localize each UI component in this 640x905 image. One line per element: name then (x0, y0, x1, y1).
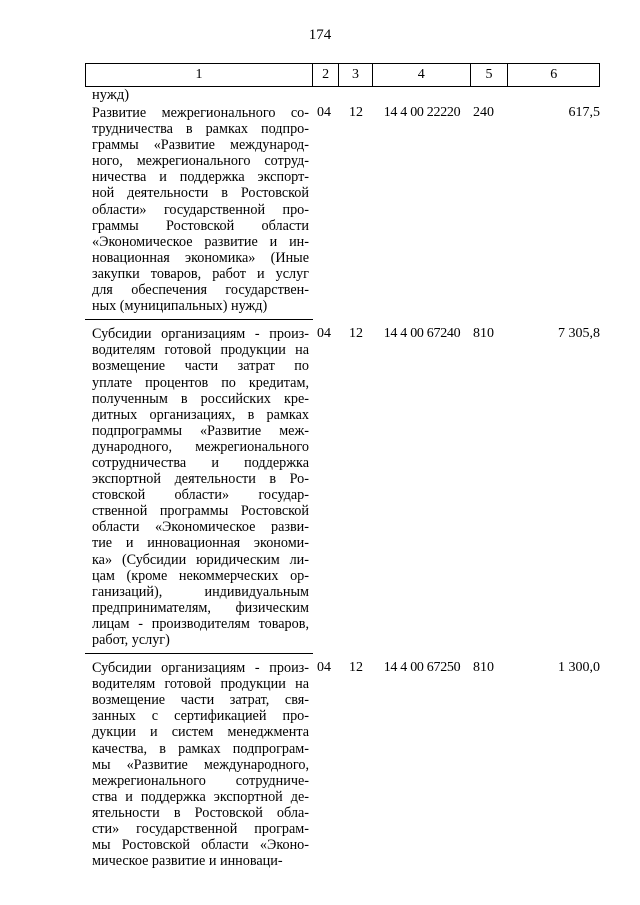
description-line: ных (муниципальных) нужд) (92, 298, 268, 315)
description-line: мы Ростовской области «Эконо- (92, 837, 309, 854)
description-line: занных с сертификацией про- (92, 708, 309, 725)
description-line: возмещение части затрат, свя- (92, 692, 309, 709)
description-line: межрегионального сотрудниче- (92, 772, 309, 789)
table-body (85, 87, 600, 869)
table-row (85, 660, 600, 869)
description-line: ничества и поддержка экспорт- (92, 169, 309, 186)
header-col-1: 1 (86, 64, 313, 86)
header-col-5: 5 (471, 64, 509, 86)
description-line: «Экономическое развитие и ин- (92, 233, 309, 250)
row-target-article-code: 14 4 00 67240 (383, 326, 461, 342)
description-line: области «Экономическое разви- (92, 519, 309, 536)
row-amount: 617,5 (568, 105, 600, 120)
row-amount: 7 305,8 (558, 326, 600, 342)
row-subsection-code: 12 (349, 326, 363, 342)
description-line: тие и инновационная экономи- (92, 535, 309, 552)
row-target-article-code: 14 4 00 22220 (383, 105, 461, 120)
description-line: ственной программы Ростовской (92, 503, 309, 520)
table-row (85, 326, 600, 648)
description-line: возмещение части затрат по (92, 358, 309, 375)
row-section-code: 04 (317, 105, 331, 120)
description-line: для обеспечения государствен- (92, 282, 309, 299)
row-amount: 1 300,0 (558, 660, 600, 676)
row-description (85, 660, 313, 869)
continuation-text: нужд) (92, 87, 130, 103)
description-line: дитных организациях, в рамках (92, 406, 309, 423)
description-line: работ, услуг) (92, 632, 170, 648)
row-section-code: 04 (317, 660, 331, 676)
header-col-2: 2 (313, 64, 339, 86)
row-expense-type-code: 240 (473, 105, 494, 120)
description-line: Субсидии организациям - произ- (92, 326, 309, 343)
description-line: подпрограммы «Развитие меж- (92, 422, 309, 439)
description-line: предпринимателям, физическим (92, 599, 309, 616)
row-expense-type-code: 810 (473, 660, 494, 676)
description-line: ка» (Субсидии юридическим ли- (92, 551, 309, 568)
header-col-6: 6 (550, 67, 558, 82)
description-line: Субсидии организациям - произ- (92, 660, 309, 677)
row-description (85, 326, 313, 648)
description-line: мы «Развитие международного, (92, 756, 309, 773)
row-subsection-code: 12 (349, 105, 363, 120)
description-line: лицам - производителям товаров, (92, 615, 309, 632)
table-rows (85, 103, 600, 869)
description-line: ного, межрегионального сотруд- (92, 153, 309, 170)
row-expense-type-code: 810 (473, 326, 494, 342)
page-number: 174 (308, 27, 332, 43)
description-line: водителям готовой продукции на (92, 676, 309, 693)
description-line: стовской области» государ- (92, 487, 309, 504)
description-line: граммы «Развитие международ- (92, 137, 309, 154)
description-line: мическое развитие и инноваци- (92, 853, 283, 870)
description-line: цам (кроме некоммерческих ор- (92, 567, 309, 584)
description-line: Развитие межрегионального со- (92, 105, 309, 121)
table-row (85, 105, 600, 314)
description-line: водителям готовой продукции на (92, 342, 309, 359)
budget-table (85, 63, 600, 869)
description-line: сотрудничества и поддержка (92, 454, 309, 471)
description-line: ства и поддержка экспортной де- (92, 788, 309, 805)
description-line: экспортной деятельности в Ро- (92, 471, 309, 488)
description-line: уплате процентов по кредитам, (92, 374, 309, 391)
description-line: сти» государственной програм- (92, 821, 309, 838)
header-col-3: 3 (339, 64, 373, 86)
description-line: полученным в российских кре- (92, 390, 309, 407)
description-line: дукции и систем менеджмента (92, 724, 309, 741)
description-line: ятельности в Ростовской обла- (92, 804, 309, 821)
description-line: новационная экономика» (Иные (92, 249, 309, 266)
table-header (85, 63, 600, 87)
description-line: качества, в рамках подпрограм- (92, 740, 309, 757)
row-description (85, 105, 313, 314)
header-col-4: 4 (373, 64, 471, 86)
description-line: трудничества в рамках подпро- (92, 121, 309, 138)
row-divider (85, 653, 313, 654)
description-line: граммы Ростовской области (92, 217, 309, 234)
row-subsection-code: 12 (349, 660, 363, 676)
description-line: области» государственной про- (92, 201, 309, 218)
description-line: ной деятельности в Ростовской (92, 185, 309, 202)
row-section-code: 04 (317, 326, 331, 342)
description-line: ганизаций), индивидуальным (92, 583, 309, 600)
row-target-article-code: 14 4 00 67250 (383, 660, 461, 676)
row-divider (85, 319, 313, 320)
description-line: закупки товаров, работ и услуг (92, 265, 309, 282)
description-line: дународного, межрегионального (92, 438, 309, 455)
